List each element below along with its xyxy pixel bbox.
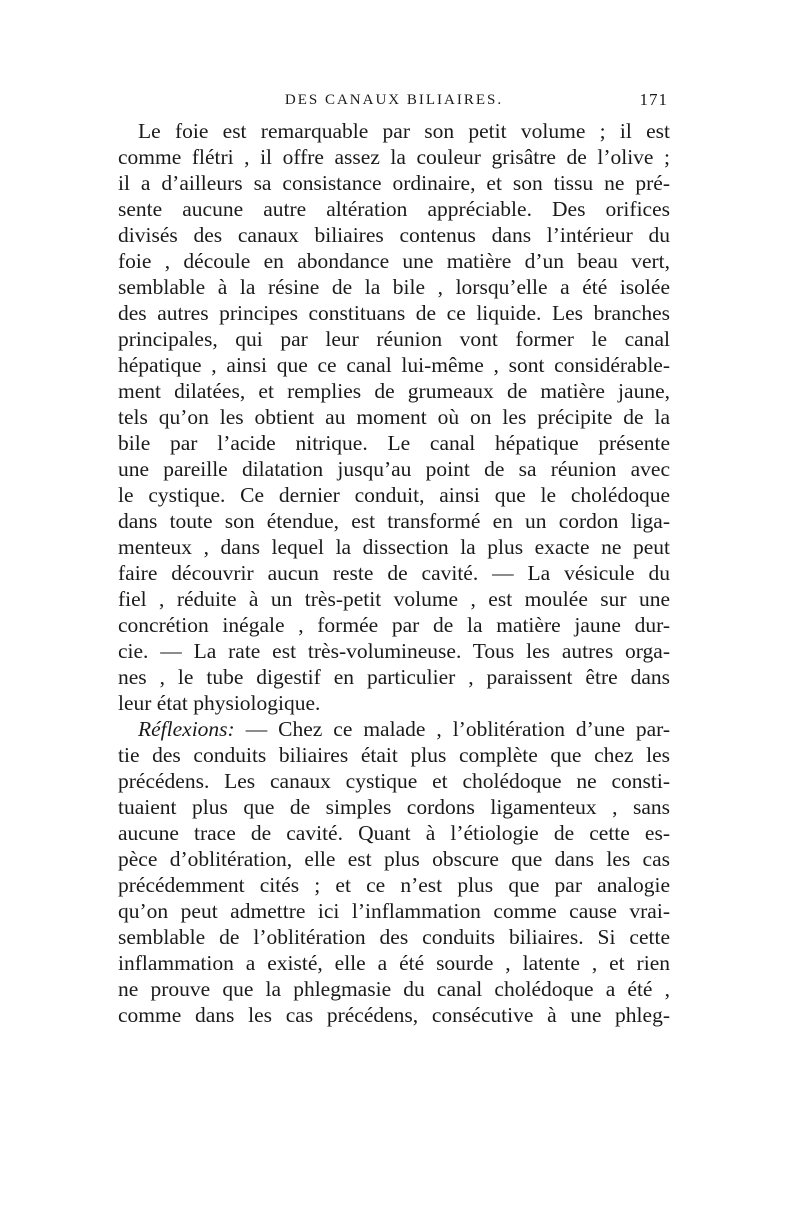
reflexions-first-line: — Chez ce malade , l’oblitération d’une par- — [245, 717, 670, 741]
text-line: qu’on peut admettre ici l’inflammation comme cause vrai- — [118, 899, 670, 923]
text-line: ne prouve que la phlegmasie du canal cholédoque a été , — [118, 977, 670, 1001]
paragraph-reflexions — [118, 716, 670, 1028]
body-text — [118, 118, 670, 1028]
text-line: des autres principes constituans de ce liquide. Les branches — [118, 301, 670, 325]
text-line: dans toute son étendue, est transformé en un cordon liga- — [118, 509, 670, 533]
text-line: foie , découle en abondance une matière d’un beau vert, — [118, 249, 670, 273]
text-line: leur état physiologique. — [118, 691, 321, 715]
text-line: nes , le tube digestif en particulier , paraissent être dans — [118, 665, 670, 689]
text-line: semblable à la résine de la bile , lorsqu’elle a été isolée — [118, 275, 670, 299]
text-line — [118, 716, 670, 742]
text-line: faire découvrir aucun reste de cavité. — La vésicule du — [118, 561, 670, 585]
text-line: inflammation a existé, elle a été sourde , latente , et rien — [118, 951, 670, 975]
text-line: semblable de l’oblitération des conduits biliaires. Si cette — [118, 925, 670, 949]
text-line: concrétion inégale , formée par de la matière jaune dur- — [118, 613, 670, 637]
running-title: DES CANAUX BILIAIRES. — [284, 92, 504, 108]
text-line: menteux , dans lequel la dissection la plus exacte ne peut — [118, 535, 670, 559]
text-line: pèce d’oblitération, elle est plus obscure que dans les cas — [118, 847, 670, 871]
page-number: 171 — [639, 90, 668, 109]
text-line: hépatique , ainsi que ce canal lui-même , sont considérable- — [118, 353, 670, 377]
text-line: précédens. Les canaux cystique et cholédoque ne consti- — [118, 769, 670, 793]
text-line: comme dans les cas précédens, consécutive à une phleg- — [118, 1003, 670, 1027]
reflexions-label: Réflexions: — [138, 717, 235, 741]
text-line: aucune trace de cavité. Quant à l’étiologie de cette es- — [118, 821, 670, 845]
running-head — [118, 90, 670, 114]
text-line: une pareille dilatation jusqu’au point de sa réunion avec — [118, 457, 670, 481]
text-line: fiel , réduite à un très-petit volume , est moulée sur une — [118, 587, 670, 611]
text-line: tels qu’on les obtient au moment où on les précipite de la — [118, 405, 670, 429]
text-line: Le foie est remarquable par son petit volume ; il est — [138, 119, 670, 143]
text-line: le cystique. Ce dernier conduit, ainsi que le cholédoque — [118, 483, 670, 507]
text-line: divisés des canaux biliaires contenus dans l’intérieur du — [118, 223, 670, 247]
text-line: comme flétri , il offre assez la couleur grisâtre de l’olive ; — [118, 145, 670, 169]
paragraph-observation — [118, 118, 670, 716]
text-line: il a d’ailleurs sa consistance ordinaire, et son tissu ne pré- — [118, 171, 670, 195]
text-line: sente aucune autre altération appréciable. Des orifices — [118, 197, 670, 221]
book-page — [118, 90, 670, 1090]
text-line: tuaient plus que de simples cordons ligamenteux , sans — [118, 795, 670, 819]
text-line: ment dilatées, et remplies de grumeaux de matière jaune, — [118, 379, 670, 403]
text-line: bile par l’acide nitrique. Le canal hépatique présente — [118, 431, 670, 455]
text-line: tie des conduits biliaires était plus complète que chez les — [118, 743, 670, 767]
text-line: cie. — La rate est très-volumineuse. Tous les autres orga- — [118, 639, 670, 663]
text-line: principales, qui par leur réunion vont former le canal — [118, 327, 670, 351]
text-line: précédemment cités ; et ce n’est plus que par analogie — [118, 873, 670, 897]
